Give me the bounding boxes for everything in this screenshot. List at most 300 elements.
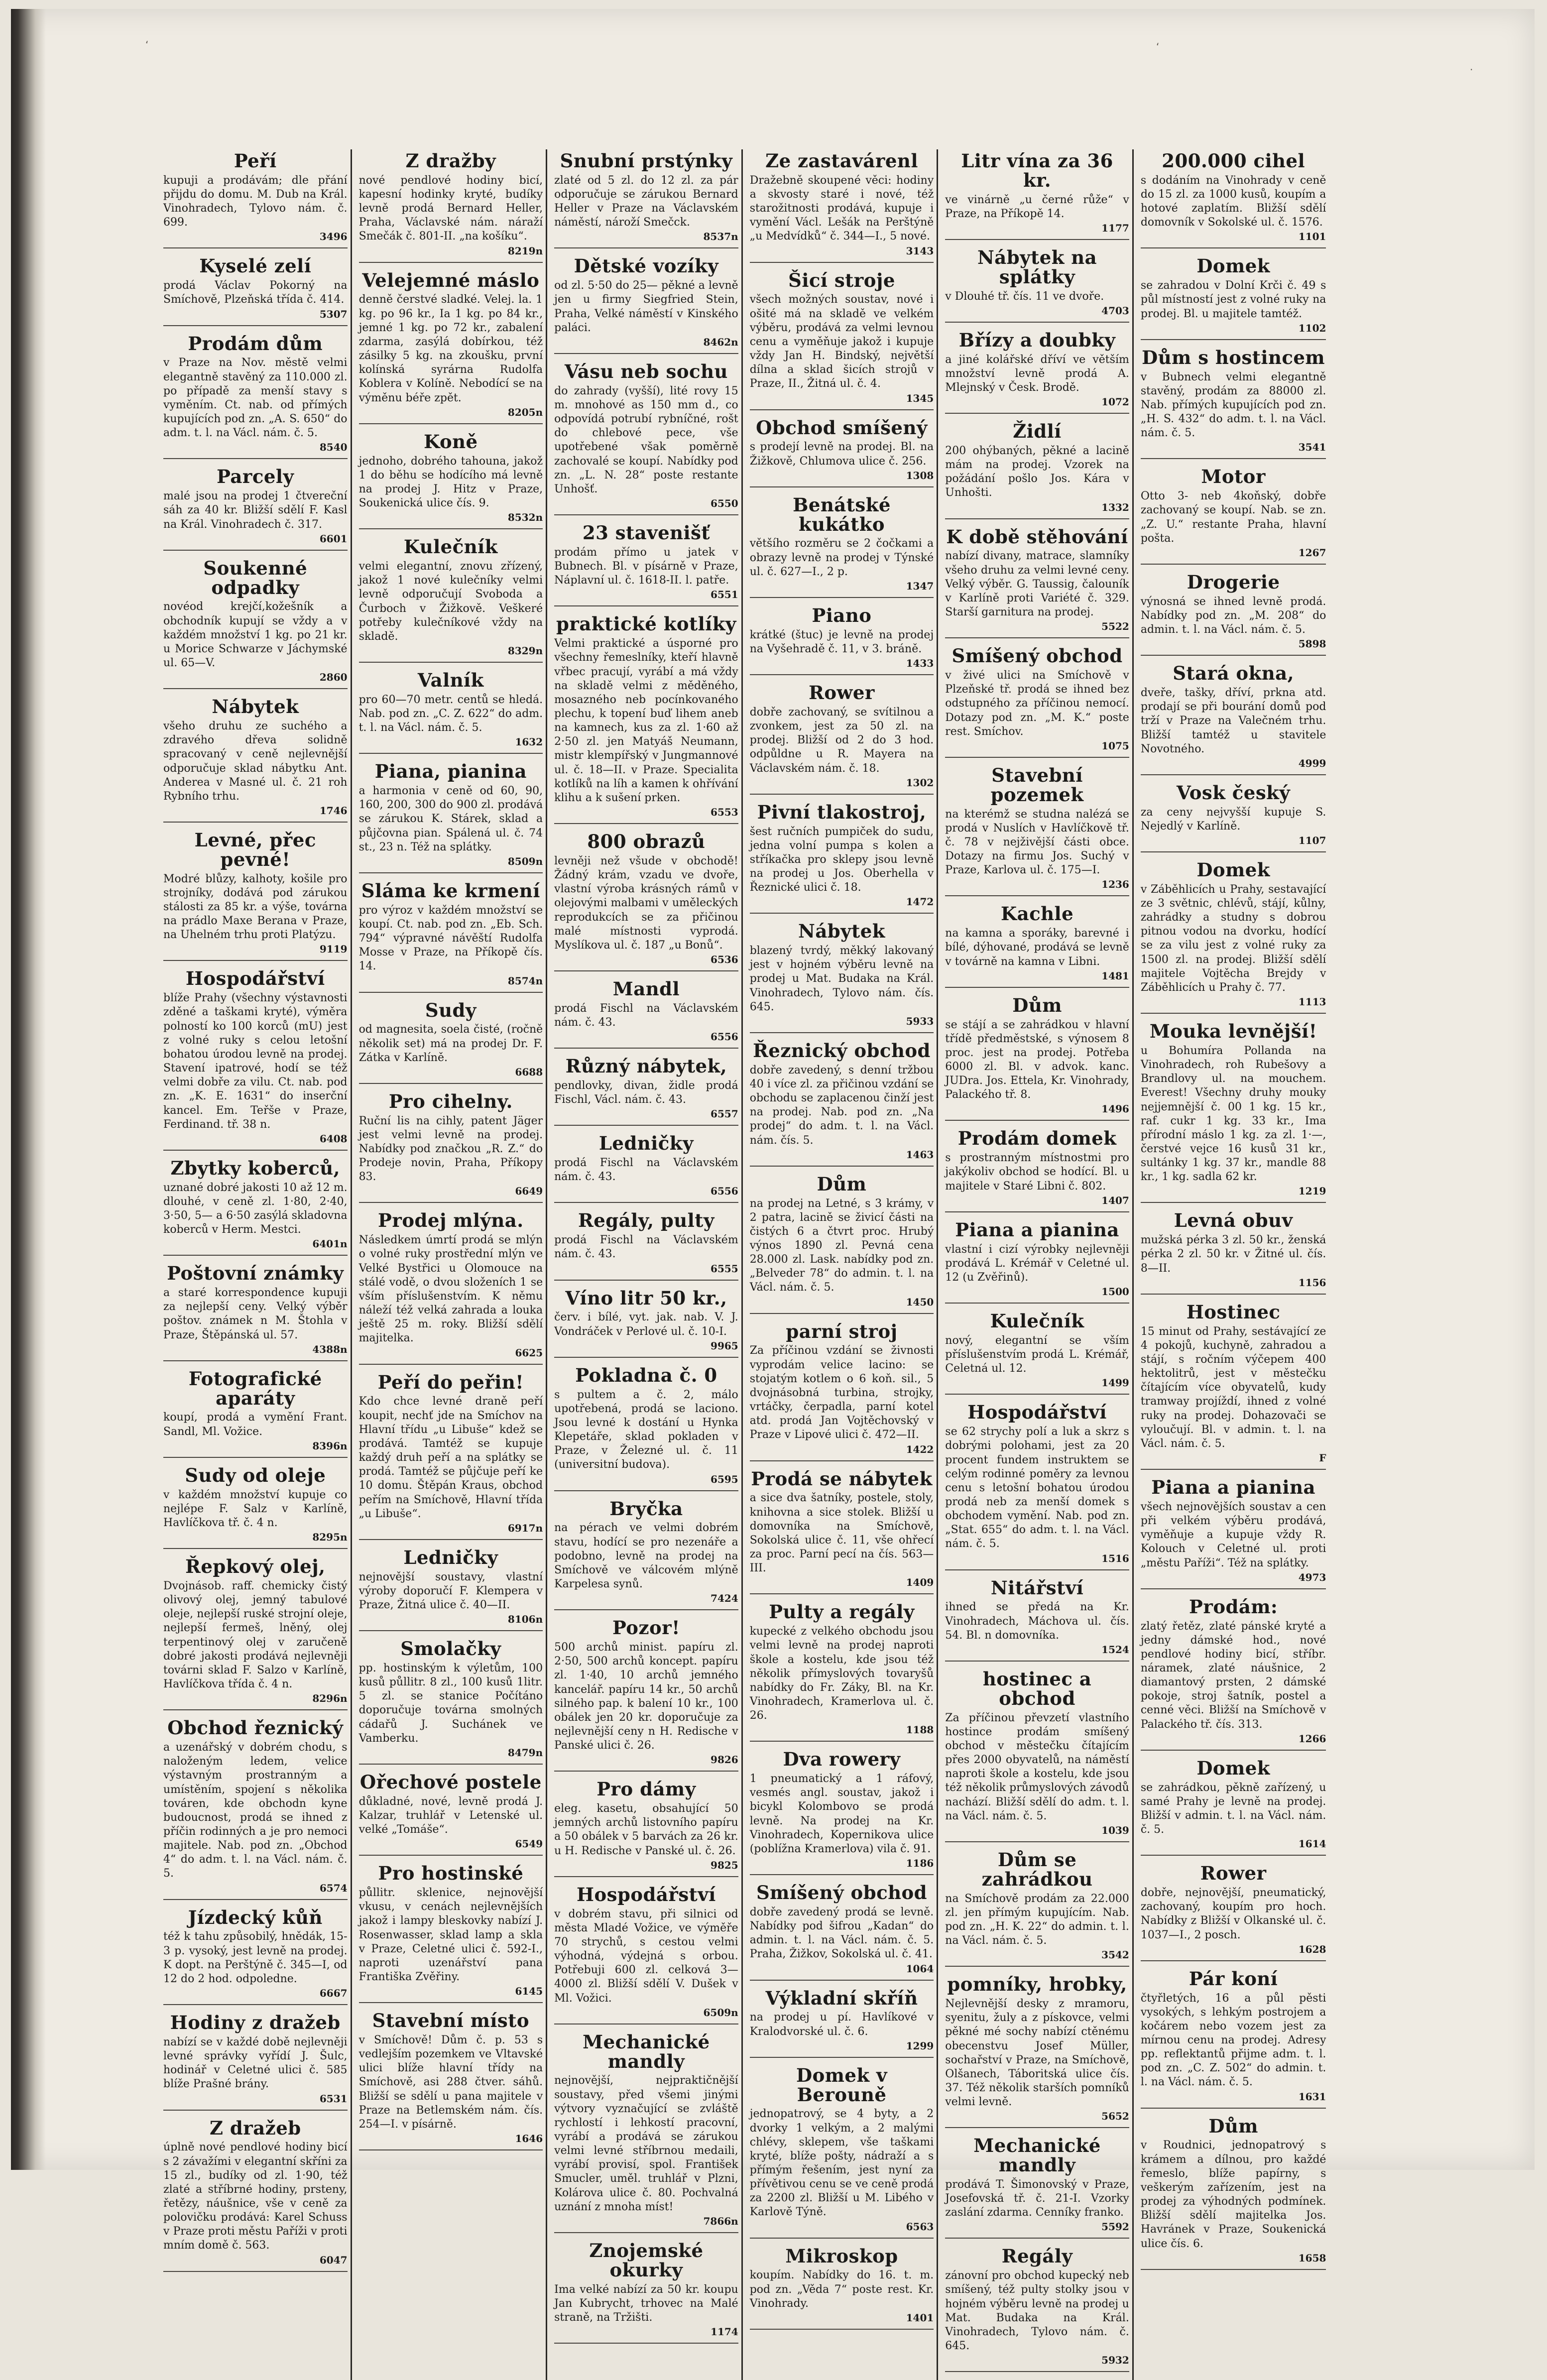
ad-title: Kulečník bbox=[990, 1310, 1084, 1332]
ad-title: Mechanické mandly bbox=[583, 2030, 710, 2072]
ad-code: 9119 bbox=[319, 943, 348, 955]
ad-body: v Roudnici, jednopatrový s krámem a dílnou, pro každé řemeslo, blíže papírny, s veškerým zařízením, jest na prodej za výhodných podmínek. Bližší sdělí majitelka Jos. Havránek v Praze, Soukenická ulice čís. 6. bbox=[1140, 2139, 1326, 2250]
ad-column bbox=[356, 149, 548, 2380]
classified-ad bbox=[1141, 783, 1326, 852]
classified-ad bbox=[359, 1548, 543, 1631]
ad-code: 1746 bbox=[319, 804, 348, 817]
ad-code: 6649 bbox=[515, 1185, 543, 1197]
ad-code: 1219 bbox=[1298, 1185, 1326, 1197]
classified-ad bbox=[945, 1669, 1129, 1842]
classified-ad bbox=[750, 1041, 934, 1167]
ad-body: ve vinárně „u černé růže“ v Praze, na Příkopě 14. bbox=[945, 193, 1129, 220]
ad-title: Různý nábytek, bbox=[565, 1055, 727, 1077]
ad-title: praktické kotlíky bbox=[556, 613, 736, 635]
ad-title: Pro dámy bbox=[596, 1778, 696, 1800]
classified-ad bbox=[554, 2241, 738, 2344]
ad-code: 6625 bbox=[515, 1346, 543, 1359]
classified-ad bbox=[1141, 1864, 1326, 1961]
classified-ad bbox=[1141, 1597, 1326, 1751]
classified-ad bbox=[359, 671, 543, 754]
ad-code: 3541 bbox=[1298, 441, 1326, 454]
ad-title: Dětské vozíky bbox=[574, 255, 719, 277]
classified-ad bbox=[163, 1718, 348, 1900]
classified-ad bbox=[554, 2032, 738, 2233]
ad-body: půllitr. sklenice, nejnovější vkusu, v cenách nejlevnějších jakož i lampy bleskovky nabízí J. Rosenwasser, sklad lamp a skla v Praze, Celetné ulici č. 592-I., naproti uzenářství pana Františka Zvěřiny. bbox=[358, 1887, 543, 1983]
ad-body: s dodáním na Vinohrady v ceně do 15 zl. za 1000 kusů, koupím a hotové zaplatím. Bližší sdělí domovník v Sokolské ul. č. 1576. bbox=[1140, 174, 1326, 229]
ad-body: na kamna a sporáky, barevné i bílé, dýhované, prodává se levně v továrně na kamna v Libni. bbox=[945, 927, 1129, 968]
ad-title: Koně bbox=[424, 430, 478, 453]
classified-ad bbox=[750, 1602, 934, 1742]
ad-body: v Praze na Nov. městě velmi elegantně stavěný za 110.000 zl. po případě za menší stavy s vyměním. Ct. nab. od přímých kupujících pod zn. „A. S. 650“ do adm. t. l. na Václ. nám. č. 5. bbox=[163, 357, 348, 440]
ad-body: všech možných soustav, nové i ošité má na skladě ve velkém výběru, prodává za velmi levnou cenu a vyměňuje jakož i kupuje vždy Jan H. Bindský, největší dílna a sklad šicích strojů v Praze, II., Žitná ul. č. 4. bbox=[749, 293, 934, 390]
ad-body: Ruční lis na cihly, patent Jäger jest velmi levně na prodej. Nabídky pod značkou „R. Z.“ do Prodeje novin, Praha, Příkopy 83. bbox=[358, 1114, 543, 1184]
classified-ad bbox=[359, 1773, 543, 1856]
ad-title: Smíšený obchod bbox=[756, 1882, 928, 1904]
classified-ad bbox=[750, 2066, 934, 2239]
ad-code: 6688 bbox=[515, 1066, 543, 1078]
ad-code: 5522 bbox=[1101, 620, 1129, 633]
ad-code: 1302 bbox=[906, 776, 934, 789]
classified-ad bbox=[554, 1885, 738, 2024]
ad-code: 1500 bbox=[1101, 1286, 1129, 1298]
classified-ad bbox=[750, 1750, 934, 1875]
ad-title: Pro hostinské bbox=[378, 1862, 524, 1885]
classified-ad bbox=[163, 2013, 348, 2110]
ad-body: nejnovější, nejpraktičnější soustavy, před všemi jinými výtvory vyznačující se zvláště rychlostí i lehkostí pracovní, vyrábí a prodává se zárukou velmi levné stříbrnou medaili, vyrábí provisí, spol. František Smucler, uměl. truhlář v Plzni, Kolárova ulice č. 80. Pochvalná uznání z mnoha míst! bbox=[554, 2074, 738, 2213]
ad-title: Z dražeb bbox=[209, 2117, 301, 2139]
ad-code: 1267 bbox=[1298, 546, 1326, 559]
ad-code: 1614 bbox=[1298, 1838, 1326, 1850]
ad-code: 1113 bbox=[1298, 996, 1326, 1008]
ad-code: 1499 bbox=[1101, 1377, 1129, 1389]
classified-ad bbox=[163, 1557, 348, 1710]
classified-ad bbox=[163, 1466, 348, 1549]
classified-ad bbox=[945, 1850, 1129, 1967]
classified-ad bbox=[359, 881, 543, 993]
ad-title: Ledničky bbox=[598, 1132, 694, 1155]
ad-code: 6601 bbox=[319, 532, 348, 545]
ad-title: Břízy a doubky bbox=[958, 329, 1116, 351]
ad-code: 6509n bbox=[703, 2006, 738, 2019]
ad-body: na pérach ve velmi dobrém stavu, hodící se pro nezenáře a podobno, levně na prodej na Smíchově ve válcovém mlýně Karpelesa synů. bbox=[554, 1522, 738, 1591]
ad-code: 6145 bbox=[515, 1985, 543, 1998]
ad-body: v Záběhlicích u Prahy, sestavající ze 3 světnic, chlévů, stájí, kůlny, zahrádky a studny s dobrou pitnou vodou na dvorku, hodící se za vilu jest z volné ruky za 1500 zl. na prodej. Bližší sdělí majitele Vojtěcha Brejdy v Záběhlicích u Prahy č. 77. bbox=[1140, 883, 1326, 994]
classified-ad bbox=[163, 467, 348, 550]
ad-body: koupí, prodá a vymění Frant. Sandl, Ml. Vožice. bbox=[163, 1411, 348, 1438]
ad-body: Za příčinou převzetí vlastního hostince prodám smíšený obchod v městečku čítajícím přes 2000 obyvatelů, na náměstí naproti škole a kostelu, kde jsou též několik průmyslových závodů nachází. Bližší sdělí do adm. t. l. na Václ. nám. č. 5. bbox=[945, 1711, 1129, 1822]
ad-title: Prodá se nábytek bbox=[751, 1467, 933, 1490]
classified-ad bbox=[945, 527, 1129, 639]
ad-title: Peří bbox=[234, 150, 277, 172]
ad-code: 8532n bbox=[507, 511, 543, 524]
classified-ad bbox=[359, 1864, 543, 2003]
ad-title: Pokladna č. 0 bbox=[575, 1364, 717, 1386]
ad-body: červ. i bílé, vyt. jak. nab. V. J. Vondráček v Perlové ul. č. 10-I. bbox=[554, 1311, 738, 1338]
ad-body: na prodej na Letné, s 3 krámy, v 2 patra, lacině se živicí části na čistých 6 a čtvrt proc. Hrubý výnos 1890 zl. Pevná cena 28.000 zl. Lask. nabídky pod zn. „Belveder 78“ do admin. t. l. na Václ. nám. č. 5. bbox=[749, 1197, 934, 1294]
ad-title: Poštovní známky bbox=[167, 1262, 344, 1285]
ad-code: 1433 bbox=[906, 657, 934, 670]
ad-title: Domek bbox=[1196, 1757, 1270, 1779]
classified-ad bbox=[945, 766, 1129, 896]
ad-title: Rower bbox=[809, 682, 875, 704]
ad-code: 6555 bbox=[711, 1262, 738, 1275]
ad-body: Následkem úmrtí prodá se mlýn o volné ruky prostřední mlýn ve Velké Bystřici u Olomouce na stálé vodě, o dvou složeních 1 se vším příslušenstvím. K němu náleží též velká zahrada a louka ještě 25 m. roky. Bližší sdělí majitelka. bbox=[358, 1234, 543, 1345]
ad-body: pro výroz v každém množství se koupí. Ct. nab. pod zn. „Eb. Sch. 794“ výpravné návěští Rudolfa Mosse v Praze, na Příkopě čís. 14. bbox=[358, 904, 543, 973]
ad-code: 6531 bbox=[319, 2092, 348, 2105]
ad-body: prodá Fischl na Václavském nám. č. 43. bbox=[554, 1002, 738, 1029]
ad-title: Motor bbox=[1201, 466, 1266, 488]
ad-code: 1516 bbox=[1101, 1552, 1129, 1564]
ad-code: 6047 bbox=[319, 2254, 348, 2266]
ad-code: 1632 bbox=[515, 736, 543, 748]
classified-ad bbox=[1141, 1478, 1326, 1589]
ad-code: 6574 bbox=[319, 1882, 348, 1894]
classified-ad bbox=[945, 1578, 1129, 1662]
ad-title: Pro cihelny. bbox=[388, 1090, 513, 1112]
classified-ad bbox=[945, 422, 1129, 519]
ad-code: 1308 bbox=[906, 469, 934, 481]
ad-code: 8574n bbox=[507, 974, 543, 987]
ad-title: pomníky, hrobky, bbox=[947, 1973, 1127, 1996]
classified-ad bbox=[163, 2119, 348, 2272]
ad-body: důkladné, nové, levně prodá J. Kalzar, truhlář v Letenské ul. velké „Tomáše“. bbox=[358, 1795, 543, 1836]
margin-mark: · bbox=[1470, 64, 1473, 76]
classified-ad bbox=[359, 2011, 543, 2150]
ad-title: Jízdecký kůň bbox=[188, 1906, 323, 1928]
classified-ad bbox=[1141, 573, 1326, 656]
ad-title: Soukenné odpadky bbox=[203, 557, 308, 598]
classified-ad bbox=[359, 537, 543, 663]
ad-code: 4999 bbox=[1298, 757, 1326, 769]
classified-ad bbox=[163, 151, 348, 248]
ad-title: Velejemné máslo bbox=[362, 269, 540, 291]
ad-body: všech nejnovějších soustav a cen při velkém výběru prodává, vyměňuje a kupuje vždy R. Kolouch v Celetné ul. proti „městu Paříži“. Též na splátky. bbox=[1140, 1500, 1326, 1569]
ad-body: novéod krejčí,kožešník a obchodník kupují se vždy a v každém množství 1 kg. po 21 kr. u Morice Schwarze v Jáchymské ul. 65—V. bbox=[163, 600, 348, 670]
ad-title: Znojemské okurky bbox=[589, 2239, 704, 2281]
classified-ad bbox=[163, 1264, 348, 1361]
ad-code: 6595 bbox=[711, 1473, 738, 1485]
classified-ad bbox=[554, 1618, 738, 1772]
classified-ad bbox=[945, 248, 1129, 323]
classified-ad bbox=[750, 803, 934, 914]
ad-body: Kdo chce levné draně peří koupit, nechť jde na Smíchov na Hlavní třídu „u Libuše“ kdež se prodává. Tamtéž se kupuje každý druh peří a na splátky se prodá. Tamtéž se půjčuje peří ke 10 domu. Štěpán Kraus, obchod peřím na Smíchově, Hlavní třída „u Libuše“. bbox=[358, 1395, 543, 1520]
ad-body: v živé ulici na Smíchově v Plzeňské tř. prodá se ihned bez odstupného za příčinou nemocí. Dotazy pod zn. „M. K.“ poste rest. Smíchov. bbox=[945, 669, 1129, 738]
classified-ad bbox=[945, 996, 1129, 1121]
ad-title: Mechanické mandly bbox=[973, 2135, 1101, 2176]
ad-body: nový, elegantní se vším příslušenstvím prodá L. Krémář, Celetná ul. 12. bbox=[945, 1334, 1129, 1375]
ad-body: uznané dobré jakosti 10 až 12 m. dlouhé, v ceně zl. 1·80, 2·40, 3·50, 5— a 6·50 zasýlá skladovna koberců v Herm. Mestci. bbox=[163, 1181, 348, 1236]
classified-ad bbox=[1141, 1022, 1326, 1203]
ad-title: Dům bbox=[1208, 2115, 1258, 2137]
ad-title: Hospodářství bbox=[577, 1883, 716, 1905]
ad-title: Stavební místo bbox=[372, 2010, 530, 2032]
ad-code: 1345 bbox=[906, 392, 934, 404]
classified-ad bbox=[750, 683, 934, 795]
classified-ad bbox=[359, 1639, 543, 1765]
ad-code: 6401n bbox=[312, 1238, 348, 1250]
ad-body: s prostranným místnostmi pro jakýkoliv obchod se hodící. Bl. u majitele v Staré Libni č. 802. bbox=[945, 1152, 1129, 1192]
ad-body: nabízí divany, matrace, slamníky všeho druhu za velmi levné ceny. Velký výběr. G. Taussig, čalouník v Karlíně proti Variété č. 329. Starší garnitura na prodej. bbox=[945, 550, 1129, 619]
ad-code: 1075 bbox=[1101, 739, 1129, 752]
ad-title: 200.000 cihel bbox=[1162, 150, 1306, 172]
classified-ad bbox=[554, 832, 738, 971]
ad-body: prodám přímo u jatek v Bubnech. Bl. v písárně v Praze, Náplavní ul. č. 1618-II. l. patře. bbox=[554, 546, 738, 587]
ad-code: 1450 bbox=[906, 1296, 934, 1308]
ad-body: se stájí a se zahrádkou v hlavní třídě předměstské, s výnosem 8 proc. jest na prodej. Potřeba 6000 zl. Bl. v advok. kanc. JUDra. Jos. Ettela, Kr. Vinohrady, Palackého tř. 8. bbox=[945, 1018, 1129, 1101]
ad-body: do zahrady (vyšší), lité rovy 15 m. mnohové as 150 mm d., co odpovídá potrubí rybníčné, rošt do chlebové pece, vše upotřebené však poměrně zachovalé se koupí. Nabídky pod zn. „L. N. 28“ poste restante Unhošť. bbox=[554, 384, 738, 495]
ad-code: F bbox=[1319, 1452, 1326, 1464]
classified-ad bbox=[163, 969, 348, 1150]
ad-title: Parcely bbox=[217, 466, 294, 488]
ad-body: Modré blůzy, kalhoty, košile pro strojníky, dodává pod zárukou stálosti za 85 kr. a výše, továrna na prádlo Maxe Berana v Praze, na Uhelném trhu proti Platýzu. bbox=[163, 872, 348, 942]
classified-ad bbox=[750, 1322, 934, 1461]
ad-code: 5933 bbox=[906, 1015, 934, 1027]
ad-body: a staré korrespondence kupuji za nejlepší ceny. Velký výběr poštov. známek n M. Štohla v Praze, Štěpánská ul. 57. bbox=[163, 1287, 348, 1341]
ad-title: Z dražby bbox=[405, 150, 496, 172]
ad-code: 1072 bbox=[1101, 396, 1129, 408]
ad-code: 6556 bbox=[711, 1185, 738, 1197]
ad-body: úplně nové pendlové hodiny bicí s 2 závažími v elegantní skříni za 15 zl., budíky od zl. 1·90, též zlaté a stříbrné hodiny, prsteny, řetězy, náušnice, vše v ceně za polovičku prodává: Karel Schuss v Praze proti městu Paříži v proti mním domě č. 563. bbox=[163, 2141, 348, 2252]
ad-code: 1481 bbox=[1101, 969, 1129, 982]
ad-code: 8106n bbox=[507, 1613, 543, 1626]
ad-title: Dům bbox=[817, 1173, 867, 1195]
ad-body: dobře, nejnovější, pneumatický, zachovaný, koupím pro hoch. Nabídky z Bližší v Olkanské ul. č. 1037—I., 2 posch. bbox=[1140, 1887, 1326, 1941]
ad-body: se 62 strychy polí a luk a skrz s dobrými polohami, jest za 20 procent fundem instruktem se celým rodinné poměry za levnou cenu s letošní bohatou úrodou prodá neb za menší domek s obchodem vymění. Nab. pod zn. „Stat. 655“ do adm. t. l. na Václ. nám. č. 5. bbox=[945, 1426, 1129, 1550]
classified-ad bbox=[359, 271, 543, 424]
ad-code: 1422 bbox=[906, 1443, 934, 1455]
classified-ad bbox=[1141, 860, 1326, 1014]
ad-code: 8537n bbox=[703, 231, 738, 243]
classified-ad bbox=[750, 418, 934, 487]
ad-title: 23 stavenišť bbox=[582, 522, 711, 544]
classified-ad bbox=[1141, 467, 1326, 564]
ad-title: Nábytek bbox=[212, 696, 299, 718]
ad-code: 1266 bbox=[1298, 1732, 1326, 1745]
ad-code: 6557 bbox=[711, 1108, 738, 1120]
ad-body: dobře zachovaný, se svítilnou a zvonkem, jest za 50 zl. na prodej. Bližší od 2 do 3 hod. odpůldne u R. Mayera na Václavském nám. č. 18. bbox=[749, 706, 934, 775]
ad-column bbox=[942, 149, 1134, 2380]
ad-code: 6408 bbox=[319, 1132, 348, 1145]
ad-title: Řepkový olej, bbox=[185, 1555, 326, 1578]
ad-code: 1299 bbox=[906, 2039, 934, 2052]
ad-title: Ledničky bbox=[403, 1546, 498, 1568]
classified-ad bbox=[554, 1134, 738, 1203]
ad-body: prodá Fischl na Václavském nám. č. 43. bbox=[554, 1234, 738, 1261]
classified-ad bbox=[359, 1092, 543, 1203]
ad-title: Vásu neb sochu bbox=[564, 360, 728, 382]
ad-title: Ořechové postele bbox=[359, 1771, 542, 1793]
ad-code: 1472 bbox=[906, 896, 934, 908]
classified-ad bbox=[163, 559, 348, 689]
ad-code: 1156 bbox=[1298, 1276, 1326, 1289]
ad-title: Dva rowery bbox=[783, 1748, 901, 1771]
ad-code: 6667 bbox=[319, 1987, 348, 2000]
ad-title: Zbytky koberců, bbox=[170, 1157, 341, 1179]
classified-ad bbox=[554, 1211, 738, 1280]
ad-code: 8219n bbox=[507, 244, 543, 257]
ad-code: 8509n bbox=[507, 855, 543, 867]
ad-code: 1064 bbox=[906, 1962, 934, 1975]
ad-code: 8295n bbox=[312, 1531, 348, 1544]
ad-body: prodá Fischl na Václavském nám. č. 43. bbox=[554, 1157, 738, 1184]
ad-title: hostinec a obchod bbox=[982, 1667, 1092, 1709]
ad-title: Valník bbox=[417, 669, 484, 691]
ad-code: 1409 bbox=[906, 1576, 934, 1589]
ad-body: a sice dva šatníky, postele, stoly, knihovna a sice stolek. Bližší u domovníka na Smíchově, Sokolská ulice č. 11, vše ohřecí za proc. Parní pecí na čís. 563—III. bbox=[749, 1492, 934, 1575]
ad-body: čtyřletých, 16 a půl pěsti vysokých, s lehkým postrojem a kočárem nebo vozem jest za mírnou cenu na prodej. Adresy pp. reflektantů přijme adm. t. l. pod zn. „C. Z. 502“ do admin. t. l. na Václ. nám. č. 5. bbox=[1140, 1992, 1326, 2089]
ad-title: Prodám domek bbox=[957, 1127, 1117, 1150]
ad-title: Dům se zahrádkou bbox=[981, 1848, 1093, 1890]
classified-ad bbox=[1141, 256, 1326, 340]
ad-title: Prodej mlýna. bbox=[378, 1209, 524, 1232]
ad-code: 1101 bbox=[1298, 231, 1326, 243]
ad-title: Bryčka bbox=[609, 1497, 683, 1520]
ad-code: 2860 bbox=[319, 671, 348, 684]
ad-code: 3143 bbox=[906, 244, 934, 257]
classified-ad bbox=[750, 495, 934, 598]
ad-title: Piana a pianina bbox=[955, 1218, 1119, 1241]
ad-title: parní stroj bbox=[786, 1320, 898, 1342]
classified-ad bbox=[554, 362, 738, 515]
classified-ad bbox=[554, 1780, 738, 1877]
ad-body: koupím. Nabídky do 16. t. m. pod zn. „Věda 7“ poste rest. Kr. Vinohrady. bbox=[749, 2269, 934, 2310]
ad-column bbox=[160, 149, 352, 2380]
ad-title: Kulečník bbox=[403, 536, 498, 558]
classified-ad bbox=[945, 1129, 1129, 1212]
ad-code: 6536 bbox=[711, 953, 738, 965]
ad-title: Kachle bbox=[1000, 903, 1074, 925]
ad-code: 6551 bbox=[711, 589, 738, 601]
ad-code: 4388n bbox=[312, 1343, 348, 1355]
ad-title: Pár koní bbox=[1189, 1967, 1278, 1990]
classified-ad bbox=[554, 1057, 738, 1126]
ad-body: kupuji a prodávám; dle přání přijdu do domu. M. Dub na Král. Vinohradech, Tylovo nám. č. 699. bbox=[163, 174, 348, 229]
ad-body: Nejlevnější desky z mramoru, syenitu, žuly a z pískovce, velmi pěkné mé sochy nabízí ctěnému obecenstvu Josef Müller, sochařství v Praze, na Smíchově, Olšanech, Táboritská ulice čís. 37. Též několik starších pomníků velmi levně. bbox=[945, 1998, 1129, 2109]
ad-body: od magnesita, soela čisté, (ročně několik set) má na prodej Dr. F. Zátka v Karlíně. bbox=[358, 1023, 543, 1064]
ad-body: nové pendlové hodiny bicí, kapesní hodinky kryté, budíky levně prodá Bernard Heller, Praha, Václavské nám. náraží Smečák č. 801-II. „na košíku“. bbox=[358, 174, 543, 243]
classified-ad bbox=[1141, 1211, 1326, 1294]
ad-body: prodá Václav Pokorný na Smíchově, Plzeňská třída č. 414. bbox=[163, 279, 348, 306]
ad-body: dobře zavedený prodá se levně. Nabídky pod šifrou „Kadan“ do admin. t. l. na Václ. nám. č. 5. Praha, Žižkov, Sokolská ul. č. 41. bbox=[749, 1905, 934, 1961]
classified-ad bbox=[554, 1289, 738, 1358]
ad-body: u Bohumíra Pollanda na Vinohradech, roh Rubešovy a Brandlovy ul. na mouchem. Everest! Všechny druhy mouky nejjemnější č. 00 1 kg. 15 kr., raf. cukr 1 kg. 33 kr., Ima přírodní máslo 1 kg. za zl. 1·—, čerstvé vejce 16 kusů 31 kr., sultánky 1 kg. 37 kr., mandle 88 kr., 1 kg. sadla 62 kr. bbox=[1140, 1044, 1326, 1184]
ad-title: Drogerie bbox=[1187, 571, 1280, 593]
ad-code: 1102 bbox=[1298, 322, 1326, 334]
ad-code: 4973 bbox=[1298, 1571, 1326, 1583]
ad-title: Stará okna, bbox=[1173, 662, 1294, 685]
ad-column bbox=[1138, 149, 1329, 2380]
ad-body: vlastní i cizí výrobky nejlevněji prodává L. Krémář v Celetné ul. 12 (u Zvěřinů). bbox=[945, 1243, 1129, 1284]
ad-code: 8540 bbox=[319, 441, 348, 454]
ad-title: 800 obrazů bbox=[587, 831, 706, 853]
ad-body: v Smíchově! Dům č. p. 53 s vedlejším pozemkem ve Vltavské ulici blíže hlavní třídy na Smíchově, asi 288 čtver. sáhů. Bližší se sdělí u pana majitele v Praze na Betlemském nám. čís. 254—I. v písárně. bbox=[358, 2034, 543, 2131]
page-edge-shadow bbox=[11, 9, 46, 2170]
ad-body: v Bubnech velmi elegantně stavěný, prodám za 88000 zl. Nab. přímých kupujících pod zn. „H. S. 432“ do adm. t. l. na Václ. nám. č. 5. bbox=[1140, 370, 1326, 440]
ad-body: zánovní pro obchod kupecký neb smíšený, též pulty stolky jsou v hojném výběru levně na prodej u Mat. Budaka na Král. Vinohradech, Tylovo nám. č. 645. bbox=[945, 2269, 1129, 2353]
ad-body: zlatý řetěz, zlaté pánské kryté a jedny dámské hod., nové pendlové hodiny bicí, stříbr. náramek, zlaté náušnice, 2 diamantový prsten, 2 dámské pokoje, stroj šatník, postel a cenné věci. Bližší na Smíchově v Palackého tř. čís. 313. bbox=[1140, 1620, 1326, 1731]
ad-code: 1524 bbox=[1101, 1643, 1129, 1656]
ad-body: nabízí se v každé době nejlevněji levné správky vyřídí J. Šulc, hodinář v Celetné ulici č. 585 blíže Prašné brány. bbox=[163, 2035, 348, 2091]
ad-code: 1177 bbox=[1101, 222, 1129, 234]
ad-title: Pulty a regály bbox=[769, 1601, 915, 1623]
ad-title: Nitářství bbox=[990, 1576, 1084, 1599]
classified-ad bbox=[554, 256, 738, 354]
ad-body: se zahrádkou, pěkně zařízený, u samé Prahy je levně na prodej. Bližší v admin. t. l. na Václ. nám. č. 5. bbox=[1140, 1781, 1326, 1836]
ad-body: též k tahu způsobilý, hnědák, 15-3 p. vysoký, jest levně na prodej. K dopt. na Perštýně č. 345—I, od 12 do 2 hod. odpoledne. bbox=[163, 1930, 348, 1985]
ad-body: Otto 3- neb 4koňský, dobře zachovaný se koupí. Nab. se zn. „Z. U.“ restante Praha, hlavní pošta. bbox=[1140, 490, 1326, 545]
ad-body: dveře, tašky, dříví, prkna atd. prodají se při bourání domů pod trží v Praze na Valečném trhu. Bližší tamtéž u stavitele Novotného. bbox=[1140, 687, 1326, 755]
ad-body: v Dlouhé tř. čís. 11 ve dvoře. bbox=[945, 290, 1104, 303]
ad-code: 8396n bbox=[312, 1439, 348, 1452]
ad-title: Litr vína za 36 kr. bbox=[961, 150, 1113, 191]
classified-ad bbox=[163, 1159, 348, 1256]
ad-body: pro 60—70 metr. centů se hledá. Nab. pod zn. „C. Z. 622“ do adm. t. l. na Václ. nám. č. 5. bbox=[358, 693, 543, 734]
ad-title: Levné, přec pevné! bbox=[194, 829, 316, 870]
ad-title: Fotografické aparáty bbox=[188, 1367, 322, 1409]
ad-title: Sudy bbox=[425, 999, 476, 1021]
classified-ad bbox=[554, 151, 738, 248]
ad-body: ihned se předá na Kr. Vinohradech, Máchova ul. čís. 54. Bl. n domovníka. bbox=[945, 1601, 1129, 1642]
ad-code: 3542 bbox=[1101, 1949, 1129, 1961]
classified-ad bbox=[163, 334, 348, 460]
ad-title: Smíšený obchod bbox=[952, 645, 1123, 667]
ad-body: a harmonia v ceně od 60, 90, 160, 200, 300 do 900 zl. prodává se zárukou K. Stárek, sklad a půjčovna pian. Spálená ul. č. 74 st., 23 n. Též na splátky. bbox=[358, 785, 543, 853]
ad-body: Velmi praktické a úsporné pro všechny řemeslníky, kteří hlavně vřbec pracují, vyrábí a má vždy na skladě velmi z měděného, mosazného neb pocínkovaného plechu, k topení buď lihem aneb na kamnech, kus za zl. 1·60 až 2·50 zl. jen Matyáš Neumann, mistr klempířský v Jungmannové ul. č. 18—II. v Praze. Specialita kotlíků na líh a kamen k ohřívání klihu a k sušení prken. bbox=[554, 637, 738, 804]
ad-title: Piana a pianina bbox=[1151, 1476, 1315, 1499]
ad-body: v každém množství kupuje co nejlépe F. Salz v Karlíně, Havlíčkova tř. č. 4 n. bbox=[163, 1488, 348, 1529]
classified-ad bbox=[554, 1499, 738, 1611]
ad-title: Regály bbox=[1001, 2245, 1073, 2267]
ad-body: malé jsou na prodej 1 čtvereční sáh za 40 kr. Bližší sdělí F. Kasl na Král. Vinohradech č. 317. bbox=[163, 490, 348, 531]
ad-code: 8205n bbox=[507, 406, 543, 418]
ad-title: Mandl bbox=[612, 978, 680, 1000]
ad-body: 500 archů minist. papíru zl. 2·50, 500 archů koncept. papíru zl. 1·40, 10 archů jemného kancelář. papíru 14 kr., 50 archů silného pap. k balení 10 kr., 100 obálek jen 20 kr. doporučuje za nejlevnější ceny n H. Redische v Panské ulici č. 26. bbox=[554, 1641, 738, 1752]
classified-ad bbox=[750, 1883, 934, 1980]
ad-code: 1646 bbox=[515, 2133, 543, 2145]
ad-body: většího rozměru se 2 čočkami a obrazy levně na prodej v Týnské ul. č. 627—I., 2 p. bbox=[749, 537, 934, 578]
classified-ad bbox=[554, 523, 738, 606]
ad-title: Víno litr 50 kr., bbox=[565, 1287, 727, 1309]
ad-code: 3496 bbox=[319, 231, 348, 243]
ad-body: za ceny nejvyšší kupuje S. Nejedlý v Karlíně. bbox=[1140, 806, 1326, 833]
ad-title: Řeznický obchod bbox=[753, 1039, 931, 1062]
ad-title: Snubní prstýnky bbox=[560, 150, 733, 172]
ad-title: Peří do peřin! bbox=[377, 1371, 524, 1393]
margin-mark: ‘ bbox=[145, 39, 149, 51]
ad-title: Nábytek na splátky bbox=[977, 246, 1097, 288]
classified-ad bbox=[1141, 348, 1326, 460]
classified-ad bbox=[945, 904, 1129, 987]
ad-body: kupecké z velkého obchodu jsou velmi levně na prodej naproti škole a kostelu, kde jsou též několik přímyslových tovaryšů nabídky do Fr. Záky, Bl. na Kr. Vinohradech, Kramerlova ul. č. 26. bbox=[749, 1625, 934, 1722]
classified-ad bbox=[359, 1373, 543, 1540]
classified-ad bbox=[1141, 1303, 1326, 1470]
ad-title: Benátské kukátko bbox=[793, 493, 891, 535]
margin-mark: ‘ bbox=[1156, 41, 1160, 53]
ad-code: 6917n bbox=[507, 1522, 543, 1534]
ad-title: Piana, pianina bbox=[374, 760, 527, 783]
ad-body: 15 minut od Prahy, sestávající ze 4 pokojů, kuchyně, zahradou a stájí, s ročním výčepem 400 hektolitrů, jest v městečku čítajícím více obyvatelů, kudy tramway projíždí, ihned z volné ruky na prodej. Dohazovači se vyloučují. Bl. v admin. t. l. na Václ. nám. č. 5. bbox=[1140, 1325, 1326, 1450]
classified-ad bbox=[750, 151, 934, 263]
classified-ad bbox=[554, 1366, 738, 1491]
ad-title: Hodiny z dražeb bbox=[170, 2012, 341, 2034]
ad-code: 5898 bbox=[1298, 638, 1326, 650]
ad-title: Hospodářství bbox=[967, 1401, 1107, 1424]
classified-ad bbox=[750, 1989, 934, 2058]
ad-body: na kterémž se studna nalézá se prodá v Nuslích v Havlíčkově tř. č. 78 v nejživější části obce. Dotazy na firmu Jos. Suchý v Praze, Karlova ul. č. 175—I. bbox=[945, 808, 1129, 877]
ad-title: Rower bbox=[1200, 1862, 1267, 1885]
classified-ad bbox=[945, 1311, 1129, 1395]
classified-ad bbox=[163, 256, 348, 326]
